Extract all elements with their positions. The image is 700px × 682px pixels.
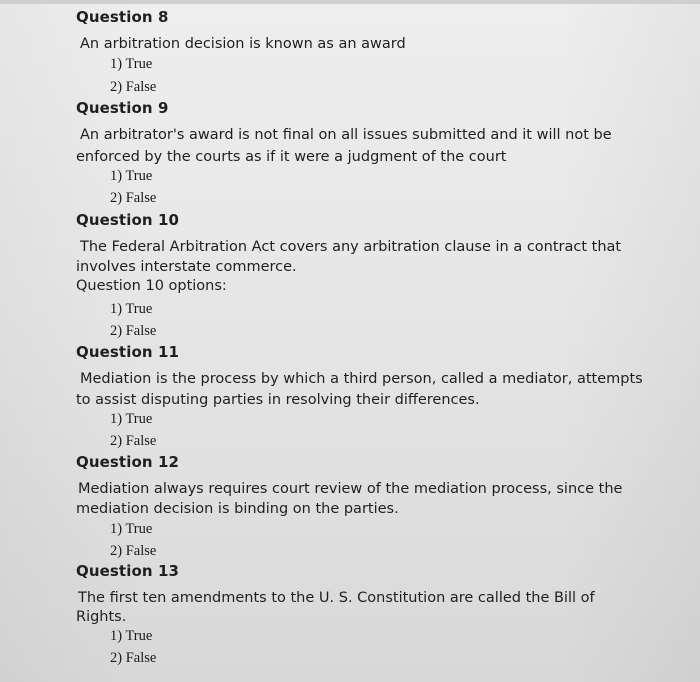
question-12-option-true[interactable]: 1) True [110, 521, 153, 537]
question-10-text-line-1: The Federal Arbitration Act covers any arbitration clause in a contract that [80, 239, 622, 255]
question-8-option-false[interactable]: 2) False [110, 79, 157, 95]
question-13-title: Question 13 [76, 562, 180, 580]
page-top-edge [0, 0, 700, 4]
question-11-title: Question 11 [76, 343, 180, 361]
question-12-text-line-1: Mediation always requires court review of the mediation process, since the [78, 481, 623, 497]
question-9-option-false[interactable]: 2) False [110, 190, 157, 206]
question-10-options-label: Question 10 options: [76, 278, 227, 294]
question-8-option-true[interactable]: 1) True [110, 56, 153, 72]
question-8-title: Question 8 [76, 8, 169, 26]
question-9-text-line-1: An arbitrator's award is not final on all issues submitted and it will not be [80, 127, 612, 143]
question-11-text-line-1: Mediation is the process by which a third person, called a mediator, attempts [80, 371, 643, 387]
question-13-text-line-1: The first ten amendments to the U. S. Constitution are called the Bill of [78, 590, 595, 606]
question-10-option-false[interactable]: 2) False [110, 323, 157, 339]
question-11-option-true[interactable]: 1) True [110, 411, 153, 427]
question-11-text-line-2: to assist disputing parties in resolving their differences. [76, 392, 480, 408]
question-9-title: Question 9 [76, 99, 169, 117]
question-13-text-line-2: Rights. [76, 609, 127, 625]
question-11-option-false[interactable]: 2) False [110, 433, 157, 449]
question-10-option-true[interactable]: 1) True [110, 301, 153, 317]
question-13-option-false[interactable]: 2) False [110, 650, 157, 666]
question-9-option-true[interactable]: 1) True [110, 168, 153, 184]
question-12-option-false[interactable]: 2) False [110, 543, 157, 559]
question-8-text-line-1: An arbitration decision is known as an award [80, 36, 406, 52]
question-10-title: Question 10 [76, 211, 180, 229]
question-9-text-line-2: enforced by the courts as if it were a judgment of the court [76, 149, 507, 165]
question-13-option-true[interactable]: 1) True [110, 628, 153, 644]
question-10-text-line-2: involves interstate commerce. [76, 259, 297, 275]
question-12-text-line-2: mediation decision is binding on the parties. [76, 501, 399, 517]
question-12-title: Question 12 [76, 453, 180, 471]
